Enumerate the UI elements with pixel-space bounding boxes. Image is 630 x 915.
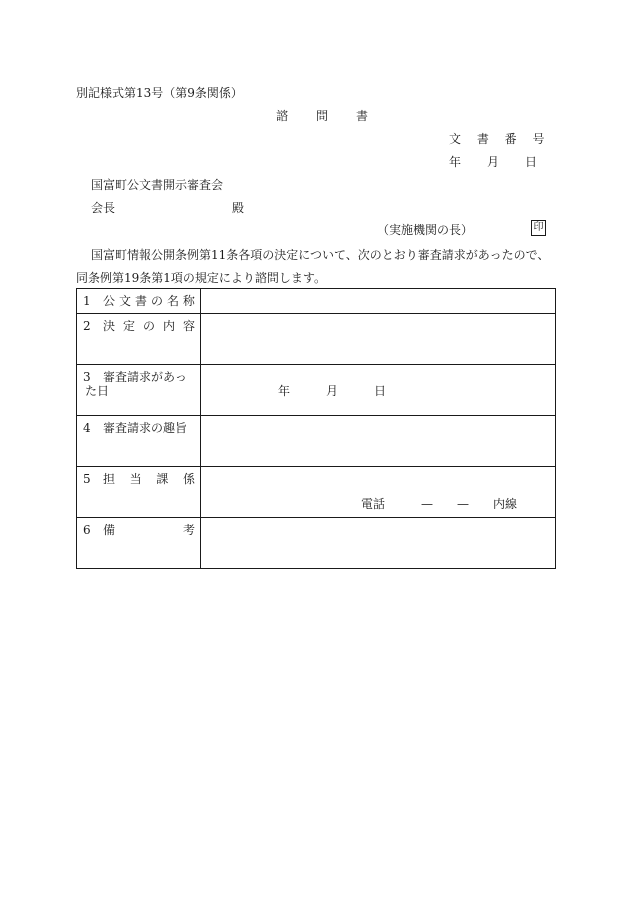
responsible-section-field[interactable]: [201, 467, 556, 518]
row-label-text: 審査請求の趣旨: [103, 421, 188, 435]
row-label: [77, 467, 201, 518]
row-label-text: 備 考: [103, 523, 195, 537]
table-row: [77, 289, 556, 314]
table-row: [77, 467, 556, 518]
addressee: 国富町公文書開示審査会: [91, 178, 224, 192]
extension-label: 内線: [493, 497, 518, 511]
row-label: [77, 518, 201, 569]
table-row: [77, 365, 556, 416]
date-year: 年: [449, 155, 462, 169]
table-row: [77, 416, 556, 467]
row-number: 1: [83, 294, 91, 308]
row-label: [77, 416, 201, 467]
row-number: 2: [83, 319, 91, 333]
date-day: 日: [525, 155, 538, 169]
phone-label: 電話: [361, 497, 386, 511]
request-date: [278, 384, 386, 398]
chair-title: 会長: [91, 201, 116, 215]
date-month: 月: [326, 384, 339, 398]
phone-line: [361, 497, 517, 511]
remarks-field[interactable]: [201, 518, 556, 569]
table-row: [77, 314, 556, 365]
decision-content-field[interactable]: [201, 314, 556, 365]
date-day: 日: [374, 384, 387, 398]
document-number-label: 文 書 番 号: [449, 132, 551, 146]
row-label-continuation: た日: [85, 384, 110, 398]
chair-honorific: 殿: [232, 201, 245, 215]
row-number: 4: [83, 421, 91, 435]
row-label-text: 決 定 の 内 容: [103, 319, 195, 333]
issue-date: [449, 155, 537, 169]
phone-dash: —: [421, 497, 434, 511]
request-purpose-field[interactable]: [201, 416, 556, 467]
row-label-text: 担 当 課 係: [103, 472, 195, 486]
row-label: [77, 314, 201, 365]
date-month: 月: [487, 155, 500, 169]
seal-mark: 印: [531, 220, 546, 236]
table-row: [77, 518, 556, 569]
consultation-form-table: [76, 288, 556, 569]
document-title: 諮 問 書: [276, 109, 377, 123]
row-label: [77, 289, 201, 314]
document-name-field[interactable]: [201, 289, 556, 314]
row-number: 3: [83, 370, 91, 384]
form-number-label: 別記様式第13号（第9条関係）: [76, 86, 243, 100]
body-text: 国富町情報公開条例第11条各項の決定について、次のとおり審査請求があったので、同条例第19条第1項の規定により諮問します。: [76, 248, 550, 285]
request-date-field[interactable]: [201, 365, 556, 416]
date-year: 年: [278, 384, 291, 398]
phone-dash: —: [457, 497, 470, 511]
row-label-text: 審査請求があっ: [103, 370, 187, 384]
row-number: 6: [83, 523, 91, 537]
sender-label: （実施機関の長）: [377, 223, 474, 237]
row-label-text: 公 文 書 の 名 称: [103, 294, 195, 308]
row-number: 5: [83, 472, 91, 486]
row-label: [77, 365, 201, 416]
